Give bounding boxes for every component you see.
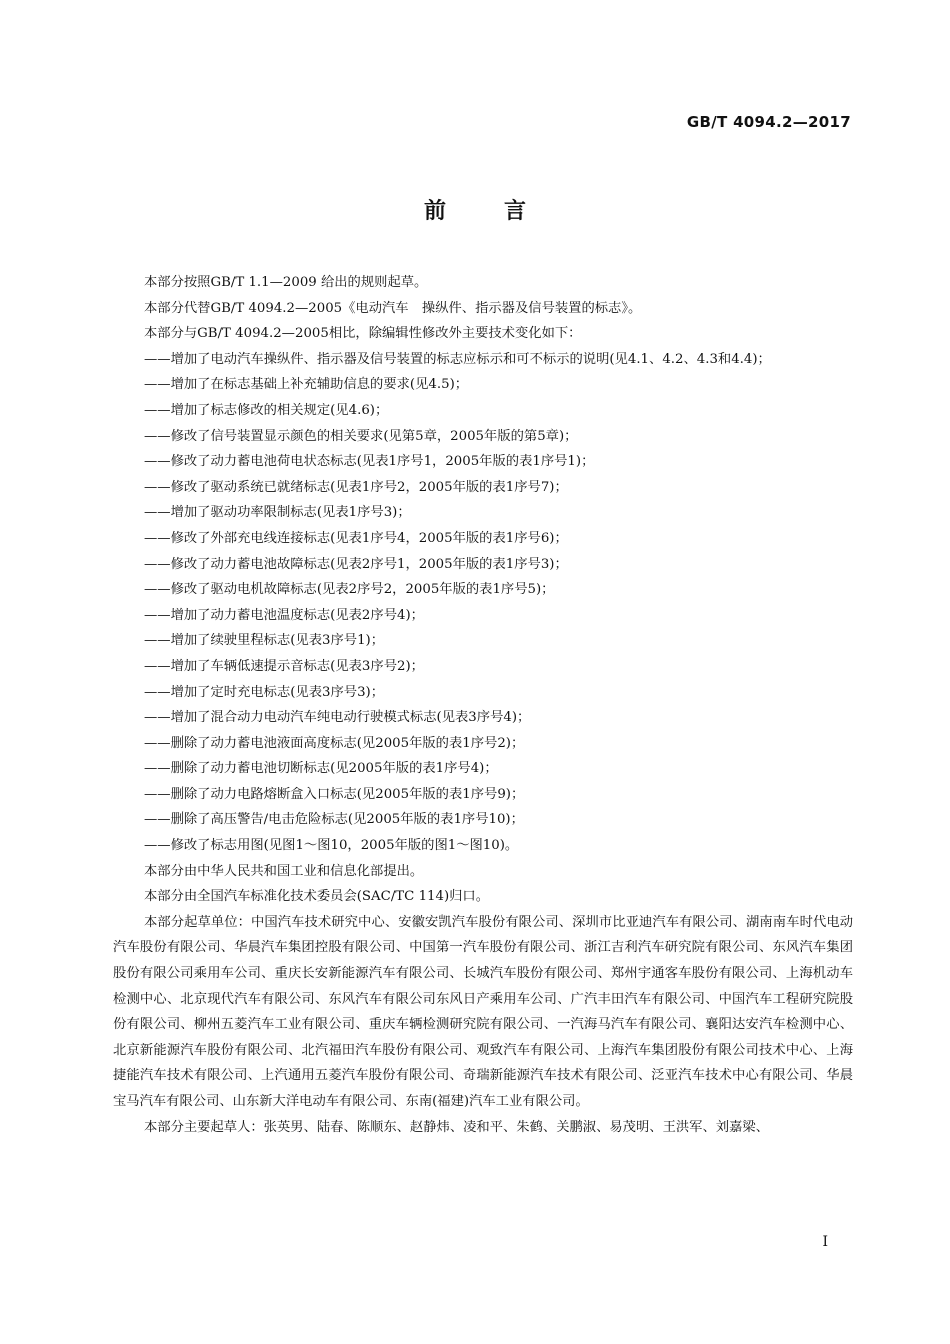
change-item: ——增加了动力蓄电池温度标志(见表2序号4)； [144,607,424,623]
change-item: ——删除了动力蓄电池切断标志(见2005年版的表1序号4)； [144,761,498,777]
intro-paragraph: 本部分与GB/T 4094.2—2005相比，除编辑性修改外主要技术变化如下： [144,326,582,342]
change-item: ——修改了标志用图(见图1～图10，2005年版的图1～图10)。 [144,838,519,854]
change-item: ——增加了在标志基础上补充辅助信息的要求(见4.5)； [144,377,469,393]
drafting-units-paragraph: 本部分起草单位：中国汽车技术研究中心、安徽安凯汽车股份有限公司、深圳市比亚迪汽车有限公司、湖南南车时代电动汽车股份有限公司、华晨汽车集团控股有限公司、中国第一汽车股份有限公司、浙江吉利汽车研究院有限公司、东风汽车集团股份有限公司乘用车公司、重庆长安新能源汽车有限公司、长城汽车股份有限公司、郑州宇通客车股份有限公司、上海机动车检测中心、北京现代汽车有限公司、东风汽车有限公司东风日产乘用车公司、广汽丰田汽车有限公司、中国汽车工程研究院股份有限公司、柳州五菱汽车工业有限公司、重庆车辆检测研究院有限公司、一汽海马汽车有限公司、襄阳达安汽车检测中心、北京新能源汽车股份有限公司、北汽福田汽车股份有限公司、观致汽车有限公司、上海汽车集团股份有限公司技术中心、上海捷能汽车技术有限公司、上汽通用五菱汽车股份有限公司、奇瑞新能源汽车技术有限公司、泛亚汽车技术中心有限公司、华晨宝马汽车有限公司、山东新大洋电动车有限公司、东南(福建)汽车工业有限公司。 [113,914,853,1109]
change-item: ——修改了动力蓄电池荷电状态标志(见表1序号1，2005年版的表1序号1)； [144,454,595,470]
page-title: 前言 [423,199,584,224]
change-item: ——修改了驱动系统已就绪标志(见表1序号2，2005年版的表1序号7)； [144,479,568,495]
change-item: ——删除了高压警告/电击危险标志(见2005年版的表1序号10)； [144,812,524,828]
intro-paragraph: 本部分代替GB/T 4094.2—2005《电动汽车 操纵件、指示器及信号装置的标志》。 [144,300,642,316]
drafters-paragraph: 本部分主要起草人：张英男、陆春、陈顺东、赵静炜、凌和平、朱鹤、关鹏淑、易茂明、王洪军、刘嘉梁、 [144,1119,769,1135]
standard-number: GB/T 4094.2—2017 [686,113,851,131]
change-item: ——修改了动力蓄电池故障标志(见表2序号1，2005年版的表1序号3)； [144,556,568,572]
change-item: ——增加了车辆低速提示音标志(见表3序号2)； [144,658,424,674]
change-item: ——修改了驱动电机故障标志(见表2序号2，2005年版的表1序号5)； [144,582,555,598]
change-item: ——增加了续驶里程标志(见表3序号1)； [144,633,385,649]
change-item: ——增加了混合动力电动汽车纯电动行驶模式标志(见表3序号4)； [144,710,531,726]
page-number: I [822,1234,828,1250]
change-item: ——修改了信号装置显示颜色的相关要求(见第5章，2005年版的第5章)； [144,428,578,444]
change-item: ——增加了定时充电标志(见表3序号3)； [144,684,385,700]
change-item: ——删除了动力蓄电池液面高度标志(见2005年版的表1序号2)； [144,735,525,751]
change-item: ——删除了动力电路熔断盒入口标志(见2005年版的表1序号9)； [144,786,525,802]
change-item: ——增加了电动汽车操纵件、指示器及信号装置的标志应标示和可不标示的说明(见4.1、4.2、4.3和4.4)； [144,351,771,367]
change-item: ——修改了外部充电线连接标志(见表1序号4，2005年版的表1序号6)； [144,530,568,546]
document-body [113,270,853,1140]
intro-paragraph: 本部分按照GB/T 1.1—2009 给出的规则起草。 [144,275,428,290]
change-item: ——增加了标志修改的相关规定(见4.6)； [144,402,389,418]
proposer-paragraph: 本部分由中华人民共和国工业和信息化部提出。 [144,863,424,879]
committee-paragraph: 本部分由全国汽车标准化技术委员会(SAC/TC 114)归口。 [144,889,490,905]
change-item: ——增加了驱动功率限制标志(见表1序号3)； [144,505,411,521]
